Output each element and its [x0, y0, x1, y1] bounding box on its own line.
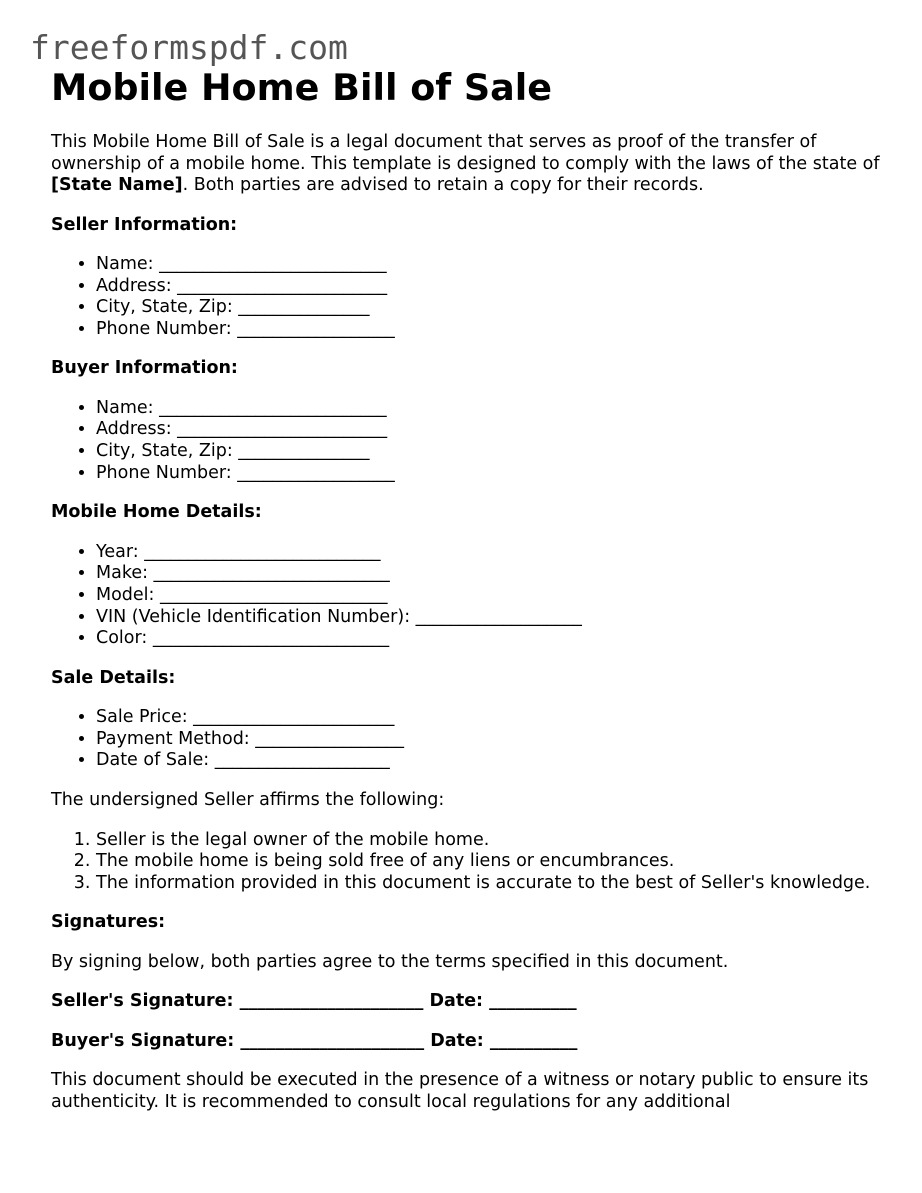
seller-name-field: • Name: __________________________ — [96, 254, 881, 276]
buyer-city-state-zip-field: • City, State, Zip: _______________ — [96, 441, 881, 463]
sale-details-list — [51, 707, 881, 772]
date-of-sale-field: • Date of Sale: ____________________ — [96, 750, 881, 772]
document-body — [51, 65, 881, 1113]
signatures-heading: Signatures: — [51, 912, 166, 933]
home-color-field: • Color: ___________________________ — [96, 628, 881, 650]
document-title: Mobile Home Bill of Sale — [51, 66, 553, 109]
home-details-list — [51, 542, 881, 650]
watermark-text: freeformspdf.com — [30, 28, 348, 67]
payment-method-field: • Payment Method: _________________ — [96, 729, 881, 751]
seller-info-list — [51, 254, 881, 340]
home-details-heading: Mobile Home Details: — [51, 502, 262, 523]
seller-signature-line: Seller's Signature: _____________________ Date: __________ — [51, 991, 577, 1012]
sale-details-heading: Sale Details: — [51, 667, 176, 688]
buyer-phone-field: • Phone Number: __________________ — [96, 463, 881, 485]
sale-price-field: • Sale Price: _______________________ — [96, 707, 881, 729]
seller-info-heading: Seller Information: — [51, 214, 238, 235]
affirmation-list — [51, 830, 881, 895]
affirmation-item: 2. The mobile home is being sold free of any liens or encumbrances. — [96, 851, 881, 873]
affirmation-item: 3. The information provided in this document is accurate to the best of Seller's knowledge. — [96, 873, 881, 895]
state-name-placeholder: [State Name] — [51, 175, 183, 195]
buyer-name-field: • Name: __________________________ — [96, 398, 881, 420]
buyer-info-list — [51, 398, 881, 484]
closing-paragraph: This document should be executed in the presence of a witness or notary public to ensure its authenticity. It is recommended to consult local regulations for any additional — [51, 1070, 869, 1112]
home-make-field: • Make: ___________________________ — [96, 563, 881, 585]
intro-paragraph — [51, 132, 881, 197]
buyer-address-field: • Address: ________________________ — [96, 419, 881, 441]
seller-city-state-zip-field: • City, State, Zip: _______________ — [96, 297, 881, 319]
buyer-signature-line: Buyer's Signature: _____________________ Date: __________ — [51, 1030, 578, 1051]
signatures-agreement: By signing below, both parties agree to the terms specified in this document. — [51, 951, 729, 972]
home-year-field: • Year: ___________________________ — [96, 542, 881, 564]
seller-address-field: • Address: ________________________ — [96, 276, 881, 298]
home-vin-field: • VIN (Vehicle Identification Number): ___________________ — [96, 607, 881, 629]
home-model-field: • Model: __________________________ — [96, 585, 881, 607]
intro-text-before: This Mobile Home Bill of Sale is a legal document that serves as proof of the transfer of ownership of a mobile home. This template is designed to comply with the laws of the state of — [51, 132, 880, 174]
buyer-info-heading: Buyer Information: — [51, 358, 238, 379]
seller-phone-field: • Phone Number: __________________ — [96, 319, 881, 341]
affirmation-intro: The undersigned Seller affirms the following: — [51, 790, 445, 810]
affirmation-item: 1. Seller is the legal owner of the mobile home. — [96, 830, 881, 852]
intro-text-after: . Both parties are advised to retain a copy for their records. — [182, 175, 704, 195]
